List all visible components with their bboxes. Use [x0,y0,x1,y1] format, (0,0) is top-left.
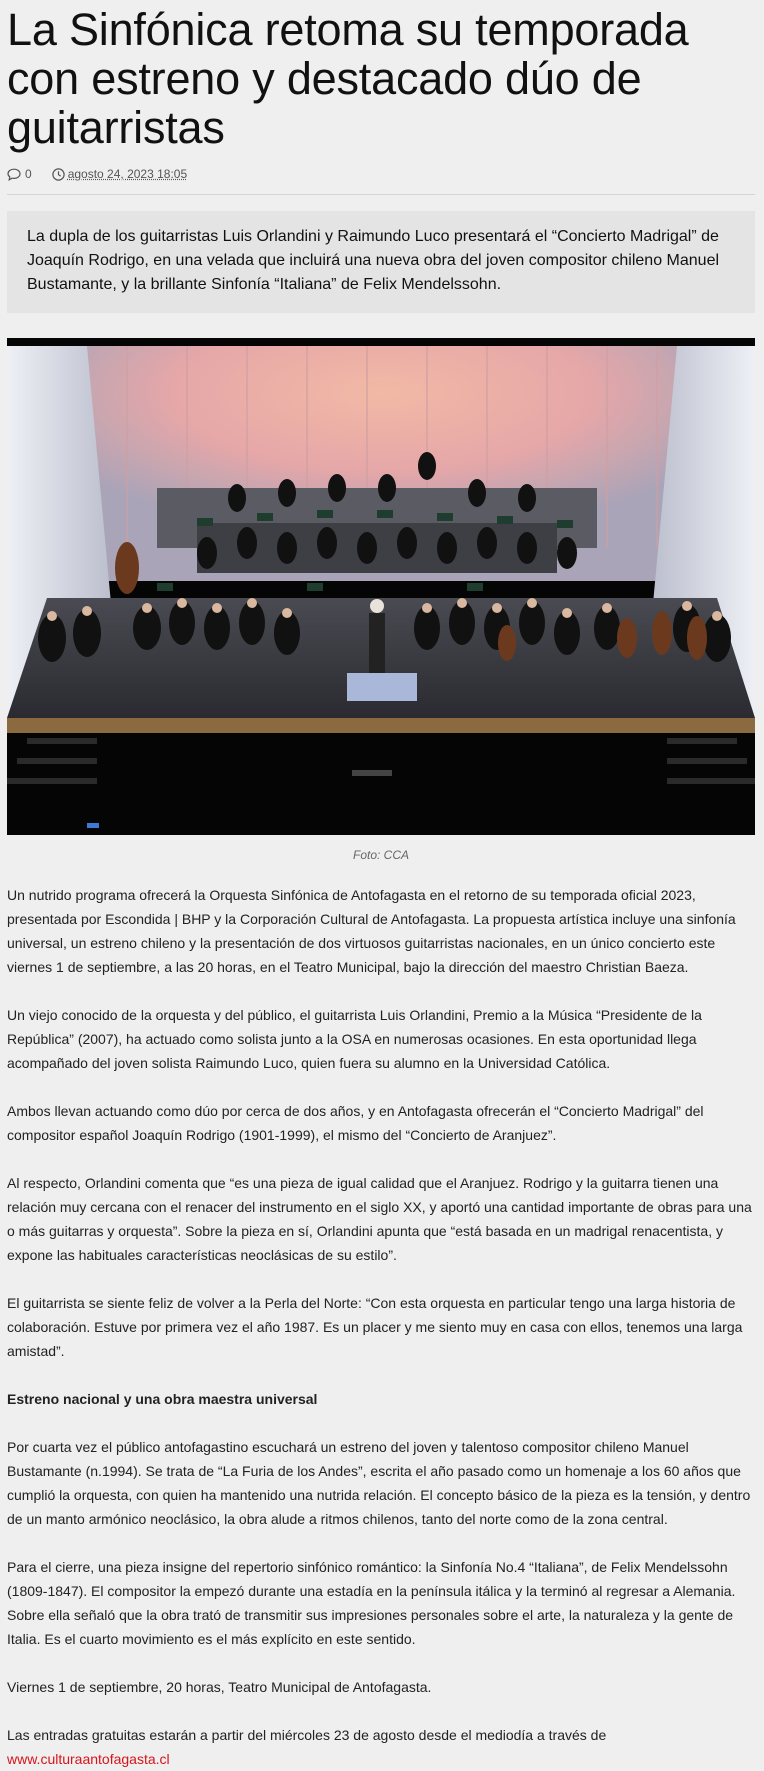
article-meta [7,166,755,182]
article-body [7,883,755,1771]
closing-text: Las entradas gratuitas estarán a partir del miércoles 23 de agosto desde el mediodía a través de [7,1727,607,1743]
meta-divider [7,194,755,195]
section-subheading: Estreno nacional y una obra maestra universal [7,1391,318,1407]
closing-paragraph [7,1723,755,1771]
paragraph: Ambos llevan actuando como dúo por cerca de dos años, y en Antofagasta ofrecerán el “Concierto Madrigal” del compositor español Joaquín Rodrigo (1901-1999), el mismo del “Concierto de Aranjuez”. [7,1103,704,1143]
paragraph: Viernes 1 de septiembre, 20 horas, Teatro Municipal de Antofagasta. [7,1679,432,1695]
paragraph: El guitarrista se siente feliz de volver a la Perla del Norte: “Con esta orquesta en particular tengo una larga historia de colaboración. Estuve por primera vez el año 1987. Es un placer y me siento muy en casa con ellos, tenemos una larga amistad”. [7,1295,743,1359]
publish-date: agosto 24, 2023 18:05 [67,167,188,181]
paragraph: Para el cierre, una pieza insigne del repertorio sinfónico romántico: la Sinfonía No.4 “Italiana”, de Felix Mendelssohn (1809-1847). El compositor la empezó durante una estadía en la península itálica y la terminó al regresar a Alemania. Sobre ella señaló que la obra trató de transmitir sus impresiones personales sobre el arte, la naturaleza y la gente de Italia. Es el cuarto movimiento es el más explícito en este sentido. [7,1559,736,1647]
article-title: La Sinfónica retoma su temporada con estreno y destacado dúo de guitarristas [7,4,689,153]
comment-count: 0 [25,167,32,181]
article-page [0,5,764,1771]
photo-caption: Foto: CCA [352,848,409,862]
paragraph: Un viejo conocido de la orquesta y del público, el guitarrista Luis Orlandini, Premio a la Música “Presidente de la República” (2007), ha actuado como solista junto a la OSA en numerosas ocasiones. En esta oportunidad llega acompañado del joven solista Raimundo Luco, quien fuera su alumno en la Universidad Católica. [7,1007,702,1071]
date-meta [52,167,187,181]
comments-meta[interactable] [7,167,32,181]
orchestra-photo [7,338,755,835]
clock-icon [52,168,65,181]
article-lead: La dupla de los guitarristas Luis Orlandini y Raimundo Luco presentará el “Concierto Madrigal” de Joaquín Rodrigo, en una velada que incluirá una nueva obra del joven compositor chileno Manuel Bustamante, y la brillante Sinfonía “Italiana” de Felix Mendelssohn. [7,211,755,313]
paragraph: Al respecto, Orlandini comenta que “es una pieza de igual calidad que el Aranjuez. Rodrigo y la guitarra tienen una relación muy cercana con el renacer del instrumento en el siglo XX, y aportó una cantidad importante de obras para una o más guitarras y orquesta”. Sobre la pieza en sí, Orlandini apunta que “está basada en un madrigal renacentista, y expone las habituales características neoclásicas de su estilo”. [7,1175,752,1263]
paragraph: Un nutrido programa ofrecerá la Orquesta Sinfónica de Antofagasta en el retorno de su temporada oficial 2023, presentada por Escondida | BHP y la Corporación Cultural de Antofagasta. La propuesta artística incluye una sinfonía universal, un estreno chileno y la presentación de dos virtuosos guitarristas nacionales, en un único concierto este viernes 1 de septiembre, a las 20 horas, en el Teatro Municipal, bajo la dirección del maestro Christian Baeza. [7,887,736,975]
comment-icon [7,168,21,181]
paragraph: Por cuarta vez el público antofagastino escuchará un estreno del joven y talentoso compositor chileno Manuel Bustamante (n.1994). Se trata de “La Furia de los Andes”, escrita el año pasado como un homenaje a los 60 años que cumplió la orquesta, con quien ha mantenido una nutrida relación. El concepto básico de la pieza es la tensión, y dentro de un manto armónico neoclásico, la obra alude a ritmos chilenos, tanto del norte como de la zona central. [7,1439,751,1527]
tickets-link[interactable]: www.culturaantofagasta.cl [7,1751,170,1767]
